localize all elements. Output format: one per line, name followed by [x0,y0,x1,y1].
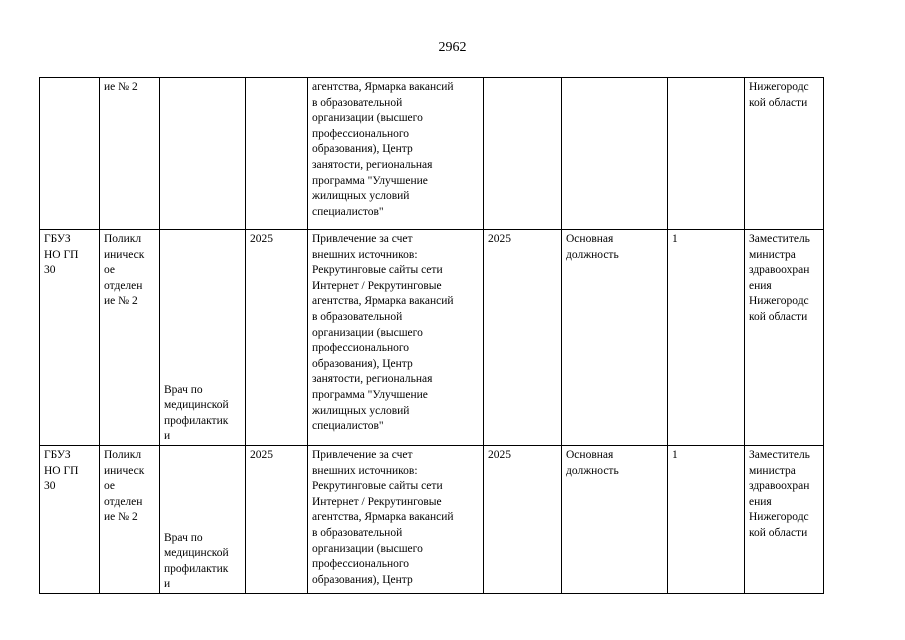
year2-cell: 2025 [484,446,562,594]
table-row [40,78,824,230]
position-cell: Врач по медицинской профилактик и [160,446,246,594]
year-cell: 2025 [246,446,308,594]
measures-cell: Привлечение за счет внешних источников: Рекрутинговые сайты сети Интернет / Рекрутинговые агентства, Ярмарка вакансий в образовательной организации (высшего профессионального образования), Центр [308,446,484,594]
count-cell: 1 [668,230,745,446]
page-number: 2962 [438,40,467,55]
org-cell: ГБУЗ НО ГП 30 [40,446,100,594]
department-cell: ие № 2 [100,78,160,230]
year-cell [246,78,308,230]
org-cell [40,78,100,230]
responsible-cell: Заместитель министра здравоохран ения Нижегородс кой области [745,230,824,446]
position-cell: Врач по медицинской профилактик и [160,230,246,446]
measures-cell: агентства, Ярмарка вакансий в образовательной организации (высшего профессионального образования), Центр занятости, региональная программа "Улучшение жилищных условий специалистов" [308,78,484,230]
count-cell: 1 [668,446,745,594]
table-row [40,446,824,594]
position-cell [160,78,246,230]
year2-cell: 2025 [484,230,562,446]
responsible-cell: Нижегородс кой области [745,78,824,230]
measures-cell: Привлечение за счет внешних источников: Рекрутинговые сайты сети Интернет / Рекрутинговые агентства, Ярмарка вакансий в образовательной организации (высшего профессионального образования), Центр занятости, региональная программа "Улучшение жилищных условий специалистов" [308,230,484,446]
department-cell: Поликл иническ ое отделен ие № 2 [100,446,160,594]
responsible-cell: Заместитель министра здравоохран ения Нижегородс кой области [745,446,824,594]
department-cell: Поликл иническ ое отделен ие № 2 [100,230,160,446]
job-type-cell [562,78,668,230]
table-row [40,230,824,446]
staffing-table [39,77,824,594]
count-cell [668,78,745,230]
job-type-cell: Основная должность [562,446,668,594]
org-cell: ГБУЗ НО ГП 30 [40,230,100,446]
year-cell: 2025 [246,230,308,446]
year2-cell [484,78,562,230]
job-type-cell: Основная должность [562,230,668,446]
